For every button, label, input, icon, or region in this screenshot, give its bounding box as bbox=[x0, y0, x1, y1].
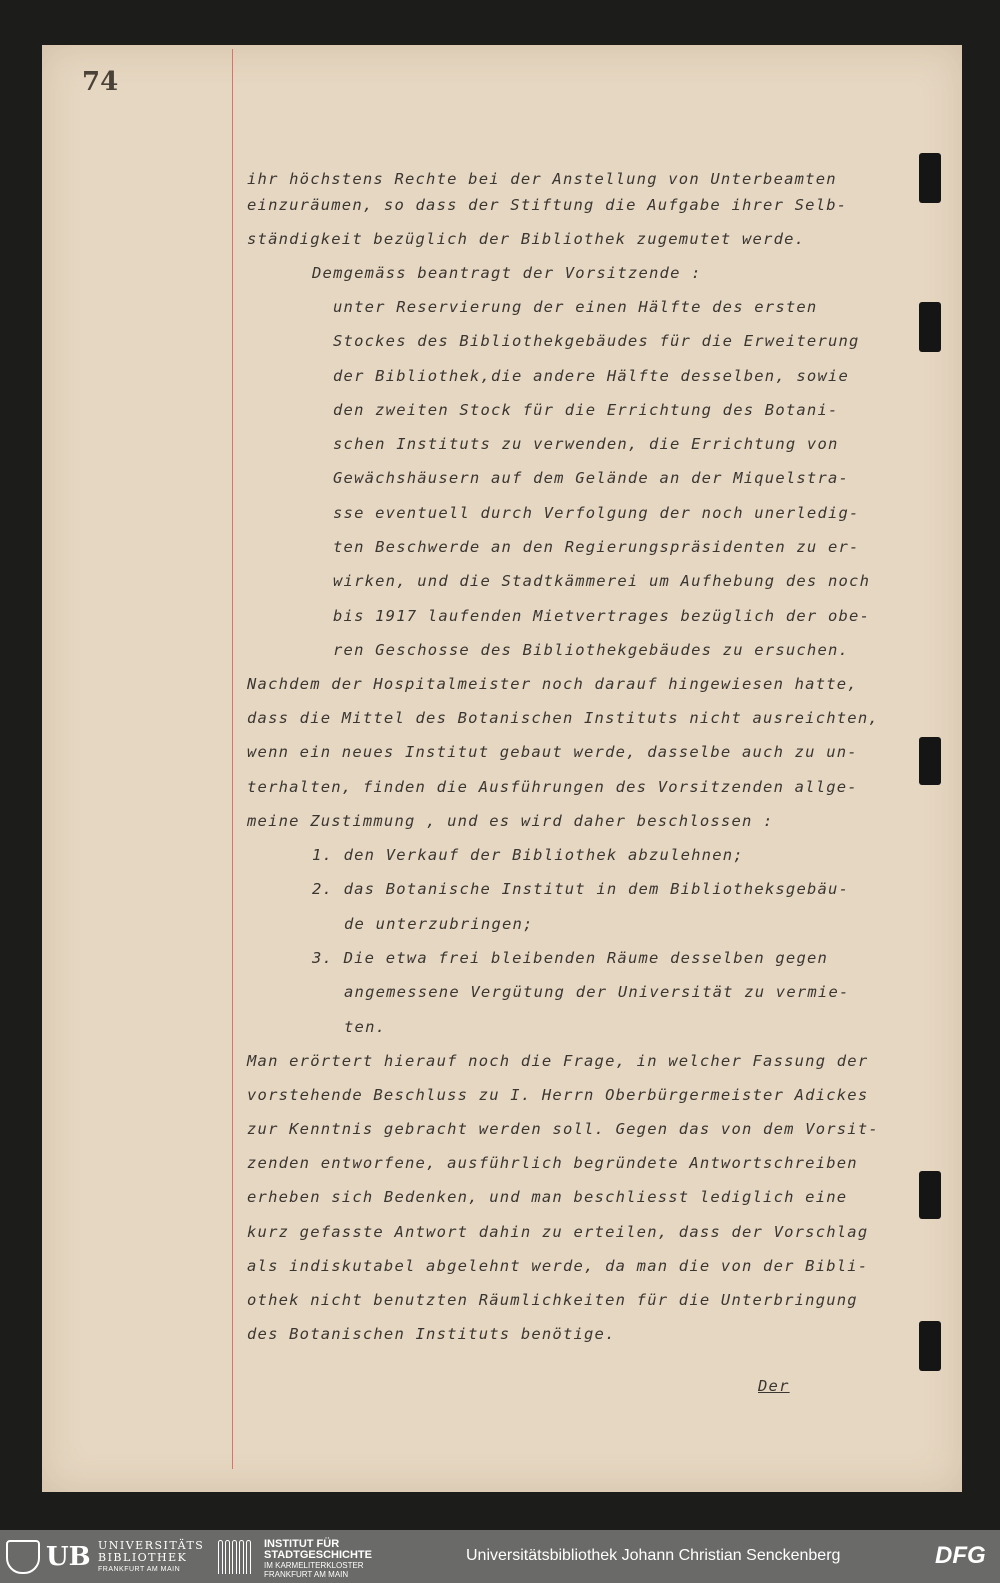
dfg-logo[interactable]: DFG bbox=[935, 1542, 986, 1569]
page-tab bbox=[919, 302, 941, 352]
text-line: den zweiten Stock für die Errichtung des Botani- bbox=[333, 401, 839, 419]
ub-logo[interactable] bbox=[6, 1538, 96, 1576]
text-line: ständigkeit bezüglich der Bibliothek zugemutet werde. bbox=[247, 230, 806, 248]
text-line: ren Geschosse des Bibliothekgebäudes zu ersuchen. bbox=[333, 641, 850, 659]
isg-logo-icon[interactable] bbox=[216, 1538, 252, 1576]
isg-line: FRANKFURT AM MAIN bbox=[264, 1570, 349, 1579]
isg-line: STADTGESCHICHTE bbox=[264, 1549, 372, 1561]
text-line: ten Beschwerde an den Regierungspräsidenten zu er- bbox=[333, 538, 860, 556]
text-line: 2. das Botanische Institut in dem Bibliotheksgebäu- bbox=[312, 880, 850, 898]
text-line: Gewächshäusern auf dem Gelände an der Miquelstra- bbox=[333, 469, 850, 487]
footer-title[interactable]: Universitätsbibliothek Johann Christian Senckenberg bbox=[466, 1547, 841, 1564]
ub-line: UNIVERSITÄTS bbox=[98, 1539, 205, 1552]
isg-line: IM KARMELITERKLOSTER bbox=[264, 1561, 364, 1570]
text-line: bis 1917 laufenden Mietvertrages bezüglich der obe- bbox=[333, 607, 871, 625]
catchword: Der bbox=[758, 1377, 790, 1395]
isg-line: INSTITUT FÜR bbox=[264, 1538, 340, 1550]
text-line: einzuräumen, so dass der Stiftung die Aufgabe ihrer Selb- bbox=[247, 196, 848, 214]
text-line: sse eventuell durch Verfolgung der noch unerledig- bbox=[333, 504, 860, 522]
page-number: 74 bbox=[82, 67, 119, 97]
crest-icon bbox=[6, 1540, 40, 1574]
text-line: ten. bbox=[344, 1018, 387, 1036]
text-line: der Bibliothek,die andere Hälfte desselben, sowie bbox=[333, 367, 850, 385]
text-line: zenden entworfene, ausführlich begründete Antwortschreiben bbox=[247, 1154, 858, 1172]
text-line: 3. Die etwa frei bleibenden Räume desselben gegen bbox=[312, 949, 829, 967]
page-tab bbox=[919, 737, 941, 785]
text-line: Demgemäss beantragt der Vorsitzende : bbox=[312, 264, 702, 282]
ub-abbrev: UB bbox=[46, 1542, 91, 1572]
page-tab bbox=[919, 153, 941, 203]
text-line: Nachdem der Hospitalmeister noch darauf hingewiesen hatte, bbox=[247, 675, 858, 693]
text-line: wirken, und die Stadtkämmerei um Aufhebung des noch bbox=[333, 572, 871, 590]
text-line: dass die Mittel des Botanischen Instituts nicht ausreichten, bbox=[247, 709, 879, 727]
text-line: wenn ein neues Institut gebaut werde, dasselbe auch zu un- bbox=[247, 743, 858, 761]
text-line: othek nicht benutzten Räumlichkeiten für die Unterbringung bbox=[247, 1291, 858, 1309]
text-line: 1. den Verkauf der Bibliothek abzulehnen; bbox=[312, 846, 744, 864]
text-line: vorstehende Beschluss zu I. Herrn Oberbürgermeister Adickes bbox=[247, 1086, 869, 1104]
text-line: ihr höchstens Rechte bei der Anstellung von Unterbeamten bbox=[247, 170, 837, 188]
text-line: meine Zustimmung , und es wird daher beschlossen : bbox=[247, 812, 774, 830]
text-line: des Botanischen Instituts benötige. bbox=[247, 1325, 616, 1343]
footer-bar bbox=[0, 1530, 1000, 1583]
ub-line: BIBLIOTHEK bbox=[98, 1551, 188, 1564]
text-line: Man erörtert hierauf noch die Frage, in welcher Fassung der bbox=[247, 1052, 869, 1070]
isg-name bbox=[264, 1539, 372, 1579]
page-tab bbox=[919, 1321, 941, 1371]
text-line: schen Instituts zu verwenden, die Errichtung von bbox=[333, 435, 839, 453]
text-line: angemessene Vergütung der Universität zu vermie- bbox=[344, 983, 850, 1001]
text-line: unter Reservierung der einen Hälfte des ersten bbox=[333, 298, 818, 316]
text-line: zur Kenntnis gebracht werden soll. Gegen das von dem Vorsit- bbox=[247, 1120, 879, 1138]
ub-line: FRANKFURT AM MAIN bbox=[98, 1566, 181, 1573]
typed-text bbox=[42, 45, 962, 1492]
text-line: terhalten, finden die Ausführungen des Vorsitzenden allge- bbox=[247, 778, 858, 796]
ub-name bbox=[98, 1540, 204, 1576]
text-line: kurz gefasste Antwort dahin zu erteilen, dass der Vorschlag bbox=[247, 1223, 869, 1241]
page-tab bbox=[919, 1171, 941, 1219]
text-line: de unterzubringen; bbox=[344, 915, 534, 933]
text-line: erheben sich Bedenken, und man beschliesst lediglich eine bbox=[247, 1188, 848, 1206]
text-line: Stockes des Bibliothekgebäudes für die Erweiterung bbox=[333, 332, 860, 350]
document-page bbox=[42, 45, 962, 1492]
text-line: als indiskutabel abgelehnt werde, da man die von der Bibli- bbox=[247, 1257, 869, 1275]
